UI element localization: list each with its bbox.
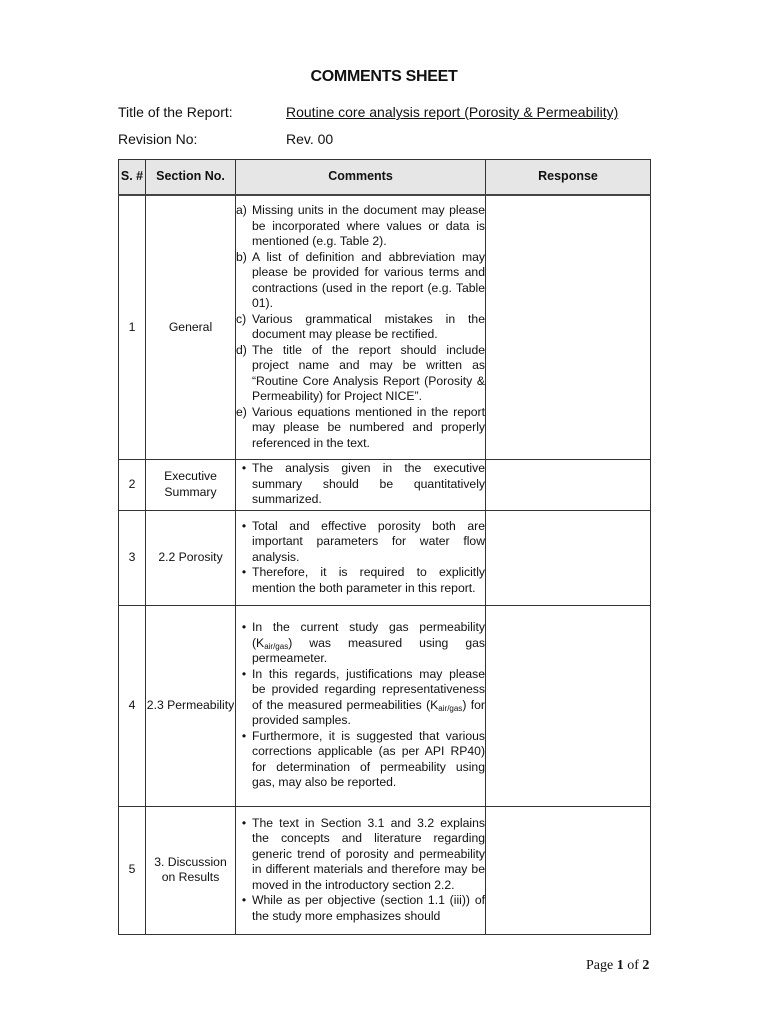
comments-table [118,159,651,935]
bullet-marker: • [241,666,247,681]
comment-text: While as per objective (section 1.1 (iii)) of the study more emphasizes should [252,893,485,923]
comment-text: A list of definition and abbreviation may please be provided for various terms and contractions (used in the report (e.g. Table 01). [252,249,485,311]
table-row [119,459,651,510]
table-header-row [119,160,651,196]
row-comments [236,195,486,459]
report-title-value: Routine core analysis report (Porosity & Permeability) [286,104,619,120]
comment-item [236,405,485,452]
comment-text: Various equations mentioned in the report may please be numbered and properly referenced in the text. [252,404,485,450]
page-total: 2 [642,958,650,973]
page-current: 1 [616,958,624,973]
row-response[interactable] [486,195,651,459]
header-response: Response [486,160,651,196]
row-section: 2.3 Permeability [146,605,236,806]
comment-item [236,343,485,405]
comment-item [236,893,485,924]
comment-text-pre: In the current study gas permeability (K [252,620,485,650]
report-title-label: Title of the Report: [118,104,233,120]
comment-text-post: ) for provided samples. [252,697,485,728]
row-section: General [146,195,236,459]
table-row [119,806,651,934]
row-response[interactable] [486,806,651,934]
list-marker: d) [236,342,247,357]
comment-item [236,565,485,596]
comment-text: Missing units in the document may please be incorporated where values or data is mentioned (e.g. Table 2). [252,203,485,249]
row-sn: 2 [119,459,146,510]
list-marker: a) [236,203,247,218]
comment-text: The analysis given in the executive summary should be quantitatively summarized. [252,461,485,507]
table-row [119,195,651,459]
list-marker: b) [236,249,247,264]
table-row [119,605,651,806]
row-section: Executive Summary [146,459,236,510]
comment-text-post: ) was measured using gas permeameter. [252,635,485,666]
header-comments: Comments [236,160,486,196]
table-body [119,195,651,934]
row-section: 2.2 Porosity [146,510,236,605]
comment-item [236,620,485,667]
row-response[interactable] [486,605,651,806]
comment-text: Total and effective porosity both are important parameters for water flow analysis. [252,518,485,564]
bullet-marker: • [241,815,247,830]
row-response[interactable] [486,459,651,510]
row-sn: 1 [119,195,146,459]
page-footer [586,958,649,974]
table-row [119,510,651,605]
comment-text [252,620,485,667]
row-comments [236,806,486,934]
bullet-marker: • [241,620,247,635]
row-sn: 5 [119,806,146,934]
comment-text: The title of the report should include project name and may be written as “Routine Core Analysis Report (Porosity & Permeability) for Project NICE”. [252,342,485,404]
comment-subscript: air/gas [264,641,289,651]
comment-item [236,312,485,343]
comment-item [236,519,485,566]
comment-text: Furthermore, it is suggested that various corrections applicable (as per API RP40) for determination of permeability using gas, may also be reported. [252,728,485,790]
row-sn: 4 [119,605,146,806]
row-sn: 3 [119,510,146,605]
comment-text: The text in Section 3.1 and 3.2 explains the concepts and literature regarding generic trend of porosity and permeability in different materials and therefore may be moved in the introductory section 2.2. [252,815,485,892]
row-comments [236,605,486,806]
list-marker: e) [236,404,247,419]
header-section: Section No. [146,160,236,196]
bullet-marker: • [241,728,247,743]
comment-text: Therefore, it is required to explicitly mention the both parameter in this report. [252,565,485,595]
row-comments [236,459,486,510]
comment-text [252,667,485,729]
comment-item [236,816,485,894]
row-section: 3. Discussion on Results [146,806,236,934]
revision-value: Rev. 00 [286,131,334,147]
bullet-marker: • [241,518,247,533]
comment-item [236,250,485,312]
row-comments [236,510,486,605]
of-word: of [627,958,639,973]
list-marker: c) [236,311,247,326]
comment-item [236,203,485,250]
row-response[interactable] [486,510,651,605]
page-word: Page [586,958,614,973]
header-sn: S. # [119,160,146,196]
bullet-marker: • [241,893,247,908]
comment-item [236,461,485,508]
comment-subscript: air/gas [438,703,463,713]
comment-text-pre: In this regards, justifications may please be provided regarding representativeness of the measured permeabilities (K [252,666,485,712]
revision-label: Revision No: [118,131,198,147]
comment-item [236,729,485,791]
bullet-marker: • [241,565,247,580]
bullet-marker: • [241,461,247,476]
comment-text: Various grammatical mistakes in the document may please be rectified. [252,311,485,342]
comment-item [236,667,485,729]
document-title: COMMENTS SHEET [310,68,458,85]
